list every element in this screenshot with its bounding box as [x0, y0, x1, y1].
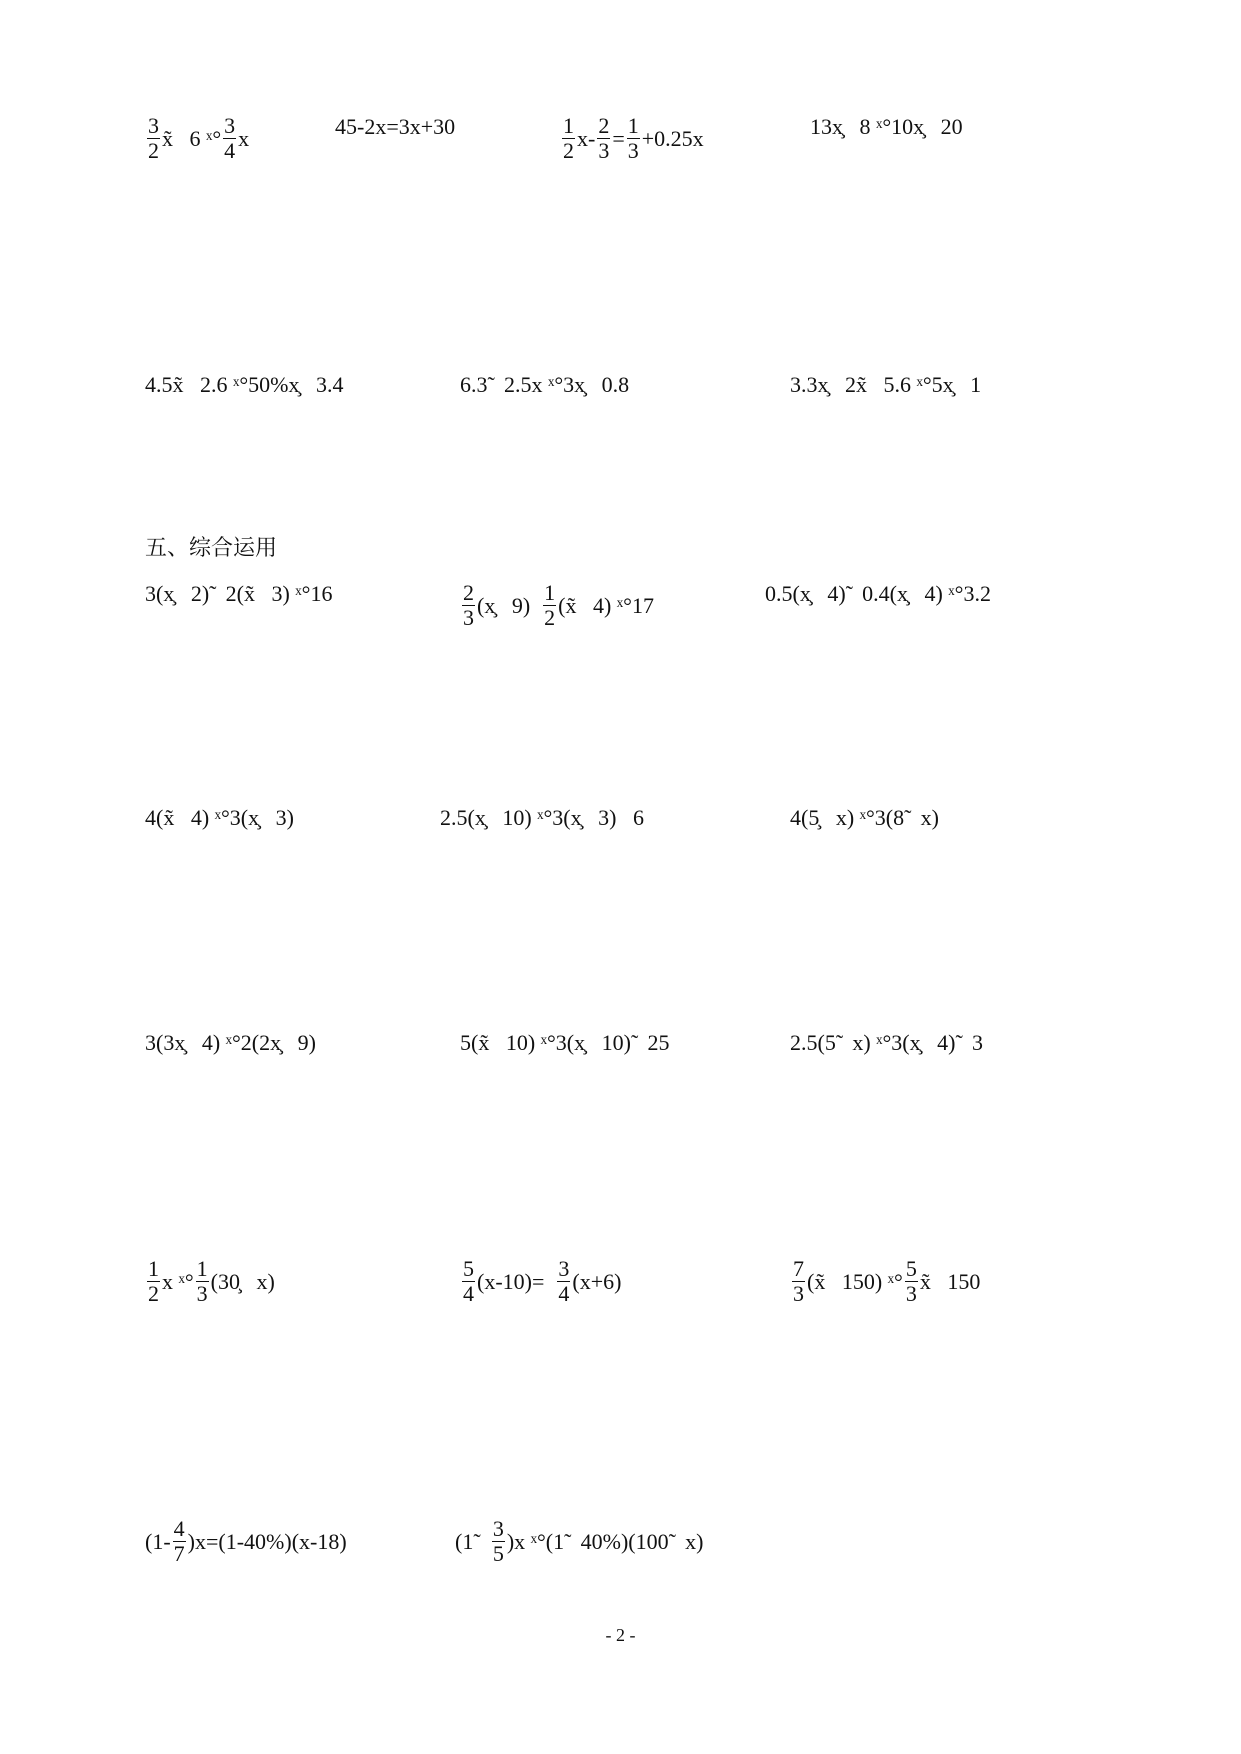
equation-text: (x̃ 4) ˣ°17: [558, 592, 654, 618]
fraction-numerator: 1: [563, 113, 574, 138]
fraction: [147, 1257, 160, 1306]
equation-text: (x+6): [572, 1268, 622, 1294]
fraction-numerator: 3: [558, 1256, 570, 1281]
equation-text: 4(x̃ 4) ˣ°3(x̧ 3): [145, 805, 294, 830]
eq-r7-1: [145, 1517, 347, 1566]
eq-r1-3: [560, 114, 704, 163]
fraction-numerator: 1: [148, 1256, 159, 1281]
fraction-numerator: 2: [598, 113, 610, 138]
fraction: [223, 114, 236, 163]
equation-text: +0.25x: [641, 125, 704, 151]
fraction: [905, 1257, 918, 1306]
fraction: [196, 1257, 209, 1306]
equation-text: )x=(1-40%)(x-18): [187, 1528, 347, 1554]
fraction-denominator: 3: [196, 1281, 208, 1306]
eq-r6-1: [145, 1257, 275, 1306]
equation-text: 3(3x̧ 4) ˣ°2(2x̧ 9): [145, 1030, 316, 1055]
fraction-denominator: 5: [492, 1541, 504, 1566]
equation-text: 2.5(x̧ 10) ˣ°3(x̧ 3) 6: [440, 805, 644, 830]
fraction: [147, 114, 160, 163]
equation-text: 5(x̃ 10) ˣ°3(x̧ 10)̃ 25: [460, 1030, 670, 1055]
eq-r1-2: [335, 114, 455, 140]
fraction-denominator: 3: [905, 1281, 917, 1306]
fraction-denominator: 3: [463, 605, 474, 630]
page-number: - 2 -: [605, 1625, 636, 1645]
equation-text: (1̃: [455, 1528, 490, 1554]
fraction-numerator: 1: [627, 113, 639, 138]
fraction-numerator: 7: [793, 1256, 804, 1281]
eq-r5-1: [145, 1030, 316, 1056]
fraction: [792, 1257, 805, 1306]
equation-text: 0.5(x̧ 4)̃ 0.4(x̧ 4) ˣ°3.2: [765, 581, 991, 606]
fraction-denominator: 3: [793, 1281, 804, 1306]
eq-r7-2: [455, 1517, 703, 1566]
fraction-numerator: 5: [463, 1256, 474, 1281]
equation-text: 45-2x=3x+30: [335, 114, 456, 139]
fraction-denominator: 3: [627, 138, 639, 163]
equation-text: x̃ 6 ˣ°: [162, 125, 222, 151]
equation-text: x̃ 150: [919, 1268, 981, 1294]
eq-r4-1: [145, 805, 294, 831]
fraction-denominator: 4: [224, 138, 236, 163]
fraction: [543, 581, 556, 630]
equation-text: (x̧ 9): [477, 592, 542, 618]
fraction-numerator: 1: [544, 580, 556, 605]
equation-text: x-: [577, 125, 596, 151]
fraction: [462, 581, 475, 630]
fraction: [492, 1517, 505, 1566]
eq-r2-2: [460, 372, 629, 398]
eq-r3-2: [460, 581, 654, 630]
eq-r1-1: [145, 114, 249, 163]
fraction-numerator: 5: [905, 1256, 917, 1281]
fraction: [562, 114, 575, 163]
fraction-numerator: 3: [224, 113, 236, 138]
equation-text: =: [612, 125, 625, 151]
fraction-denominator: 3: [598, 138, 610, 163]
eq-r3-1: [145, 581, 332, 607]
equation-text: )x ˣ°(1̃ 40%)(100̃ x): [506, 1528, 704, 1554]
fraction: [597, 114, 610, 163]
fraction-numerator: 4: [173, 1516, 185, 1541]
equation-text: (30̧ x): [210, 1268, 275, 1294]
eq-r2-3: [790, 372, 981, 398]
eq-r6-2: [460, 1257, 621, 1306]
equation-text: 13x̧ 8 ˣ°10x̧ 20: [810, 114, 963, 139]
fraction: [173, 1517, 186, 1566]
equation-text: (x-10)=: [477, 1268, 556, 1294]
eq-r2-1: [145, 372, 343, 398]
equation-text: 6.3̃ 2.5x ˣ°3x̧ 0.8: [460, 372, 630, 397]
fraction-numerator: 1: [196, 1256, 208, 1281]
equation-text: x: [238, 125, 250, 151]
eq-r5-2: [460, 1030, 669, 1056]
eq-r1-4: [810, 114, 963, 140]
fraction-numerator: 3: [492, 1516, 504, 1541]
fraction: [557, 1257, 570, 1306]
fraction-denominator: 2: [544, 605, 556, 630]
fraction-numerator: 3: [148, 113, 159, 138]
fraction: [627, 114, 640, 163]
equation-text: 3.3x̧ 2x̃ 5.6 ˣ°5x̧ 1: [790, 372, 982, 397]
fraction-numerator: 2: [463, 580, 474, 605]
eq-r3-3: [765, 581, 991, 607]
equation-text: (x̃ 150) ˣ°: [807, 1268, 903, 1294]
fraction-denominator: 2: [148, 1281, 159, 1306]
equation-text: 2.5(5̃ x) ˣ°3(x̧ 4)̃ 3: [790, 1030, 983, 1055]
fraction: [462, 1257, 475, 1306]
fraction-denominator: 4: [463, 1281, 474, 1306]
eq-r4-3: [790, 805, 939, 831]
eq-r4-2: [440, 805, 644, 831]
section-heading: 五、综合运用: [145, 536, 278, 561]
equation-text: 4(5̧ x) ˣ°3(8̃ x): [790, 805, 939, 830]
fraction-denominator: 2: [563, 138, 574, 163]
equation-text: 3(x̧ 2)̃ 2(x̃ 3) ˣ°16: [145, 581, 333, 606]
equation-text: x ˣ°: [162, 1268, 194, 1294]
fraction-denominator: 4: [558, 1281, 570, 1306]
fraction-denominator: 2: [148, 138, 159, 163]
equation-text: (1-: [145, 1528, 171, 1554]
eq-r6-3: [790, 1257, 980, 1306]
eq-r5-3: [790, 1030, 983, 1056]
equation-text: 4.5x̃ 2.6 ˣ°50%x̧ 3.4: [145, 372, 344, 397]
fraction-denominator: 7: [173, 1541, 185, 1566]
